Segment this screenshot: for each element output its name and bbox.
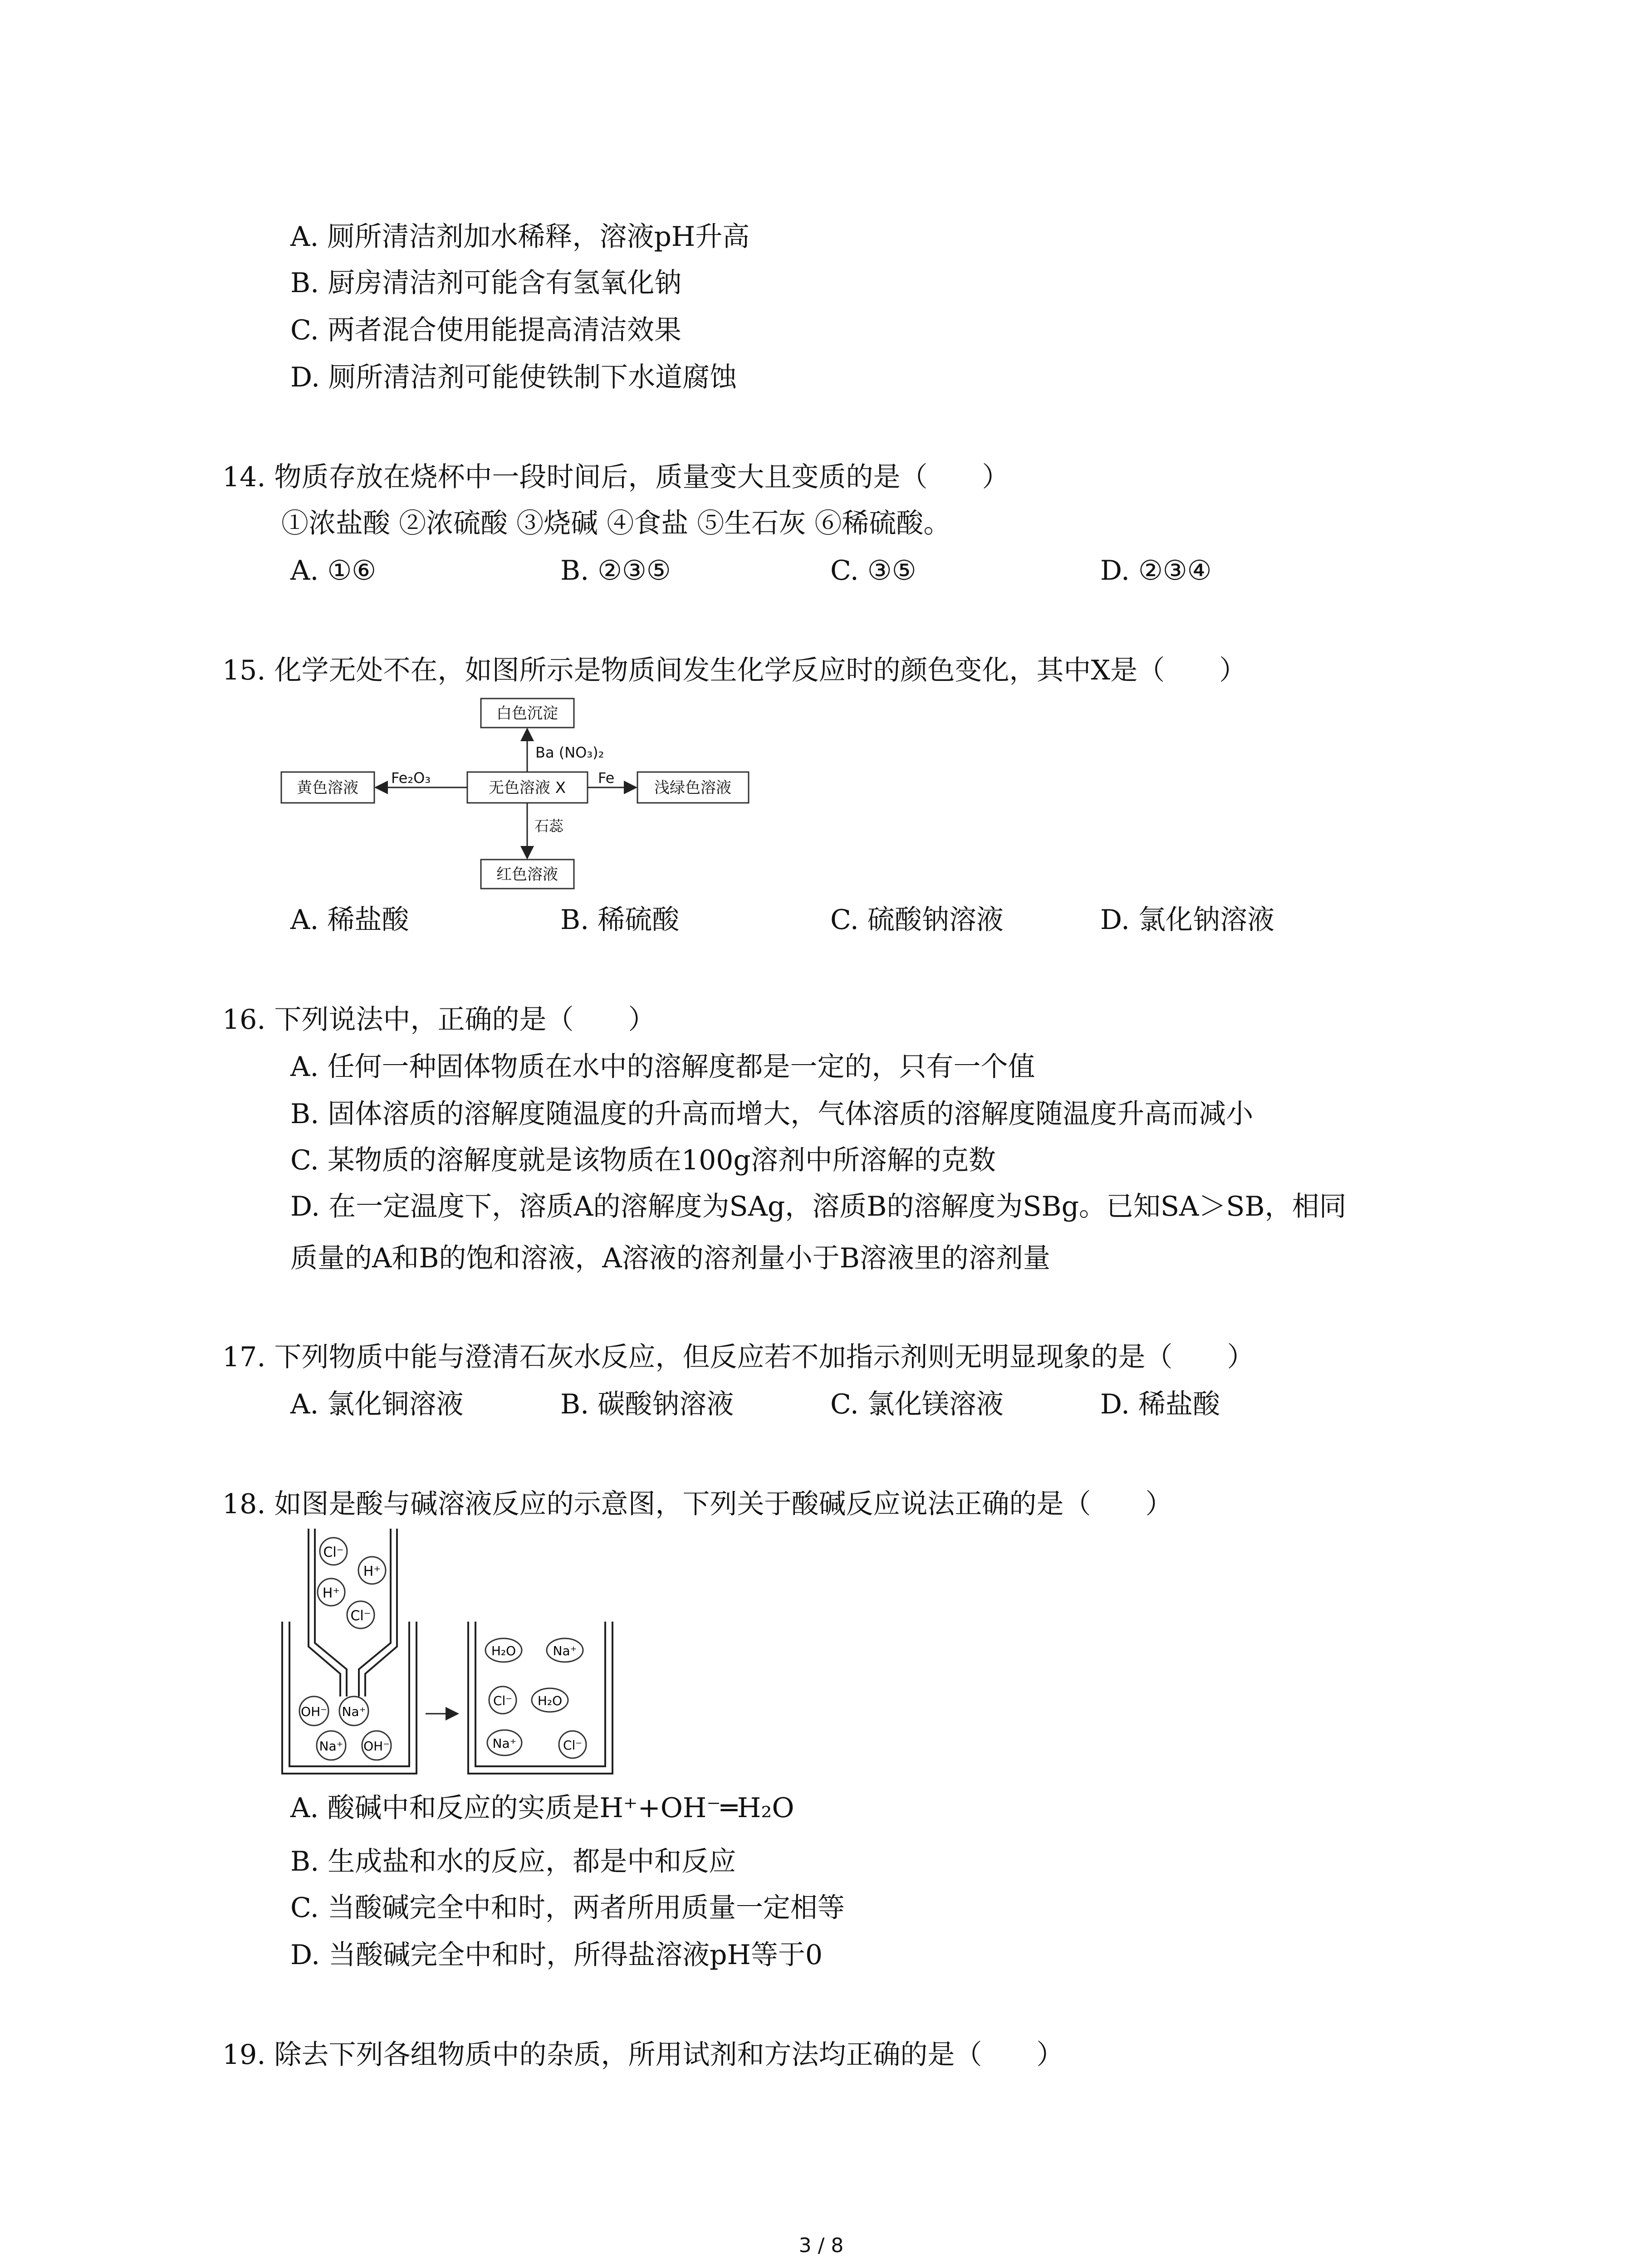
svg-text:Cl⁻: Cl⁻: [493, 1693, 513, 1708]
q18-right-ion-3: [489, 1686, 516, 1714]
q14-option-b: B. ②③⑤: [560, 555, 671, 587]
q18-option-a: A. 酸碱中和反应的实质是H⁺+OH⁻═H₂O: [290, 1792, 794, 1824]
q18-right-ion-5: [487, 1730, 522, 1755]
q16-option-c: C. 某物质的溶解度就是该物质在100g溶剂中所溶解的克数: [290, 1144, 996, 1176]
q18-left-ion-1: [299, 1696, 328, 1725]
q15-label-center: 无色溶液 X: [488, 779, 566, 797]
q15-reagent-bottom: 石蕊: [534, 817, 564, 835]
q17-stem: 17. 下列物质中能与澄清石灰水反应，但反应若不加指示剂则无明显现象的是（ ）: [222, 1341, 1254, 1373]
q18-funnel-ion-1: [320, 1538, 347, 1565]
svg-text:H₂O: H₂O: [537, 1693, 563, 1708]
q16-stem: 16. 下列说法中，正确的是（ ）: [222, 1004, 656, 1036]
q18-left-ion-2: [339, 1696, 368, 1725]
svg-text:OH⁻: OH⁻: [301, 1704, 327, 1719]
q17-option-d: D. 稀盐酸: [1100, 1388, 1220, 1420]
q15-option-b: B. 稀硫酸: [560, 904, 680, 936]
q15-reagent-left: Fe₂O₃: [391, 769, 431, 787]
q14-option-c: C. ③⑤: [830, 555, 916, 587]
q17-option-b: B. 碳酸钠溶液: [560, 1388, 734, 1420]
q17-option-a: A. 氯化铜溶液: [290, 1388, 464, 1420]
q13-option-c: C. 两者混合使用能提高清洁效果: [290, 314, 681, 346]
svg-text:Na⁺: Na⁺: [342, 1704, 366, 1719]
q18-funnel-ion-4: [347, 1601, 374, 1628]
q18-option-d: D. 当酸碱完全中和时，所得盐溶液pH等于0: [290, 1939, 823, 1971]
svg-text:H⁺: H⁺: [363, 1564, 381, 1579]
svg-text:Cl⁻: Cl⁻: [563, 1738, 583, 1753]
svg-text:Na⁺: Na⁺: [492, 1736, 517, 1751]
svg-text:H₂O: H₂O: [491, 1643, 516, 1658]
q15-reagent-top: Ba (NO₃)₂: [535, 744, 604, 761]
q13-option-b: B. 厨房清洁剂可能含有氢氧化钠: [290, 267, 682, 299]
q13-option-d: D. 厕所清洁剂可能使铁制下水道腐蚀: [290, 362, 737, 393]
svg-text:Cl⁻: Cl⁻: [323, 1545, 344, 1560]
svg-text:OH⁻: OH⁻: [363, 1739, 390, 1754]
q15-reaction-diagram: [272, 689, 762, 898]
svg-text:Cl⁻: Cl⁻: [350, 1608, 371, 1624]
svg-text:H⁺: H⁺: [322, 1585, 340, 1601]
q16-option-d: D. 在一定温度下，溶质A的溶解度为SAg，溶质B的溶解度为SBg。已知SA＞SB，相同: [290, 1191, 1347, 1222]
q15-label-bottom: 红色溶液: [496, 865, 558, 884]
q19-stem: 19. 除去下列各组物质中的杂质，所用试剂和方法均正确的是（ ）: [222, 2039, 1064, 2071]
q15-label-left: 黄色溶液: [297, 779, 358, 797]
q14-substances: ①浓盐酸 ②浓硫酸 ③烧碱 ④食盐 ⑤生石灰 ⑥稀硫酸。: [281, 508, 951, 539]
q18-option-c: C. 当酸碱完全中和时，两者所用质量一定相等: [290, 1892, 845, 1924]
q15-reagent-right: Fe: [598, 769, 615, 787]
q18-stem: 18. 如图是酸与碱溶液反应的示意图，下列关于酸碱反应说法正确的是（ ）: [222, 1488, 1173, 1520]
q18-right-ion-2: [547, 1638, 583, 1662]
svg-text:Na⁺: Na⁺: [553, 1643, 577, 1658]
q18-left-ion-4: [362, 1731, 391, 1760]
q16-option-b: B. 固体溶质的溶解度随温度的升高而增大，气体溶质的溶解度随温度升高而减小: [290, 1098, 1254, 1130]
q16-option-d-cont: 质量的A和B的饱和溶液，A溶液的溶剂量小于B溶液里的溶剂量: [290, 1242, 1050, 1274]
q15-stem: 15. 化学无处不在，如图所示是物质间发生化学反应时的颜色变化，其中X是（ ）: [222, 655, 1247, 686]
q15-label-right: 浅绿色溶液: [654, 779, 731, 797]
q18-neutralization-diagram: [272, 1524, 626, 1783]
q15-option-a: A. 稀盐酸: [290, 904, 409, 936]
q17-option-c: C. 氯化镁溶液: [830, 1388, 1004, 1420]
q15-label-top: 白色沉淀: [496, 704, 558, 723]
q18-right-ion-6: [559, 1731, 586, 1758]
q18-funnel-ion-2: [358, 1557, 386, 1584]
q14-stem: 14. 物质存放在烧杯中一段时间后，质量变大且变质的是（ ）: [222, 461, 1009, 493]
q18-right-ion-4: [532, 1688, 568, 1712]
q14-option-d: D. ②③④: [1100, 555, 1212, 587]
q14-option-a: A. ①⑥: [290, 555, 377, 587]
q16-option-a: A. 任何一种固体物质在水中的溶解度都是一定的，只有一个值: [290, 1051, 1035, 1083]
q13-option-a: A. 厕所清洁剂加水稀释，溶液pH升高: [290, 221, 750, 253]
q18-funnel-ion-3: [318, 1579, 345, 1606]
svg-text:Na⁺: Na⁺: [319, 1739, 343, 1754]
q18-right-ion-1: [485, 1638, 522, 1662]
q18-option-b: B. 生成盐和水的反应，都是中和反应: [290, 1846, 736, 1877]
q15-option-c: C. 硫酸钠溶液: [830, 904, 1004, 936]
q18-left-ion-3: [317, 1731, 346, 1760]
q15-option-d: D. 氯化钠溶液: [1100, 904, 1275, 936]
page-number: 3 / 8: [798, 2234, 844, 2257]
